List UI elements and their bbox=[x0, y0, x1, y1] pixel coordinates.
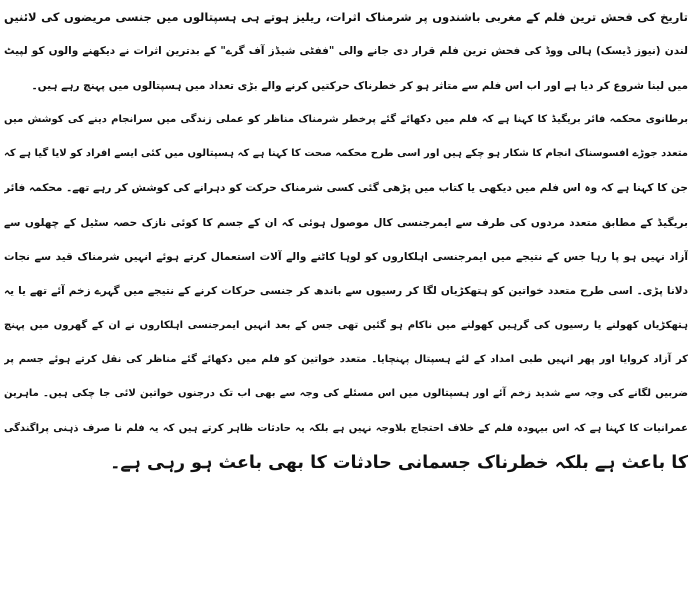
paragraph-line: کر آزاد کروایا اور پھر انہیں طبی امداد کے لئے ہسپتال پہنچایا۔ متعدد خواتین کو فلم میں دکھائے گئے مناظر کی نقل کرتے ہوئے جسم پر bbox=[4, 353, 688, 365]
paragraph-line: آزاد نہیں ہو پا رہا جس کے نتیجے میں ایمرجنسی اہلکاروں کو لوہا کاٹنے والے آلات استعمال کرتے ہوئے انہیں شرمناک قید سے نجات bbox=[4, 251, 688, 264]
paragraph-line: ضربیں لگانے کی وجہ سے شدید زخم آئے اور ہسپتالوں میں اس مسئلے کی وجہ سے بھی اب تک درجنوں خواتین لائی جا چکی ہیں۔ ماہرین bbox=[4, 388, 688, 400]
paragraph-line: بریگیڈ کے مطابق متعدد مردوں کی طرف سے ایمرجنسی کال موصول ہوئی کہ ان کے جسم کا کوئی نازک حصہ سٹیل کے چھلوں سے bbox=[4, 216, 688, 229]
article-headline: تاریخ کی فحش ترین فلم کے مغربی باشندوں پر شرمناک اثرات، ریلیز ہوتے ہی ہسپتالوں میں جنسی مریضوں کی لائنیں bbox=[4, 10, 688, 24]
paragraph-line: عمرانیات کا کہنا ہے کہ اس بیہودہ فلم کے خلاف احتجاج بلاوجہ نہیں ہے بلکہ یہ حادثات ظاہر کرتے ہیں کہ یہ فلم نا صرف ذہنی پراگندگی bbox=[4, 422, 688, 434]
paragraph-line: ہتھکڑیاں کھولنے یا رسیوں کی گرہیں کھولنے میں ناکام ہو گئیں تھی جس کے بعد انہیں ایمرجنسی اہلکاروں نے ان کے گھروں میں پہنچ bbox=[4, 319, 688, 331]
article-body bbox=[4, 0, 688, 600]
paragraph-line: متعدد جوڑے افسوسناک انجام کا شکار ہو چکے ہیں اور اسی طرح محکمہ صحت کا کہنا ہے کہ ہسپتالوں میں کئی ایسے افراد کو لایا گیا ہے کہ bbox=[4, 148, 688, 160]
paragraph-line: دلانا پڑی۔ اسی طرح متعدد خواتین کو ہتھکڑیاں لگا کر رسیوں سے باندھ کر جنسی حرکات کرنے کے نتیجے میں گہرے زخم آئے تھے یا یہ bbox=[4, 285, 688, 298]
paragraph-line: جن کا کہنا ہے کہ وہ اس فلم میں دیکھی یا کتاب میں پڑھی گئی کسی شرمناک حرکت کو دہرانے کی کوشش کر رہے تھے۔ محکمہ فائر bbox=[4, 182, 688, 195]
paragraph-line: میں لینا شروع کر دیا ہے اور اب اس فلم سے متاثر ہو کر خطرناک حرکتیں کرنے والے بڑی تعداد میں ہسپتالوں میں پہنچ رہے ہیں۔ bbox=[31, 79, 688, 92]
paragraph-line: برطانوی محکمہ فائر بریگیڈ کا کہنا ہے کہ فلم میں دکھائے گئے پرخطر شرمناک مناظر کو عملی زندگی میں سرانجام دینے کی کوشش میں bbox=[4, 113, 688, 125]
paragraph-line: کا باعث ہے بلکہ خطرناک جسمانی حادثات کا بھی باعث ہو رہی ہے۔ bbox=[110, 452, 688, 473]
paragraph-line: لندن (نیوز ڈیسک) ہالی ووڈ کی فحش ترین فلم قرار دی جانے والی "ففٹی شیڈز آف گرے" کے بدترین اثرات نے دیکھنے والوں کو لپیٹ bbox=[4, 45, 688, 58]
